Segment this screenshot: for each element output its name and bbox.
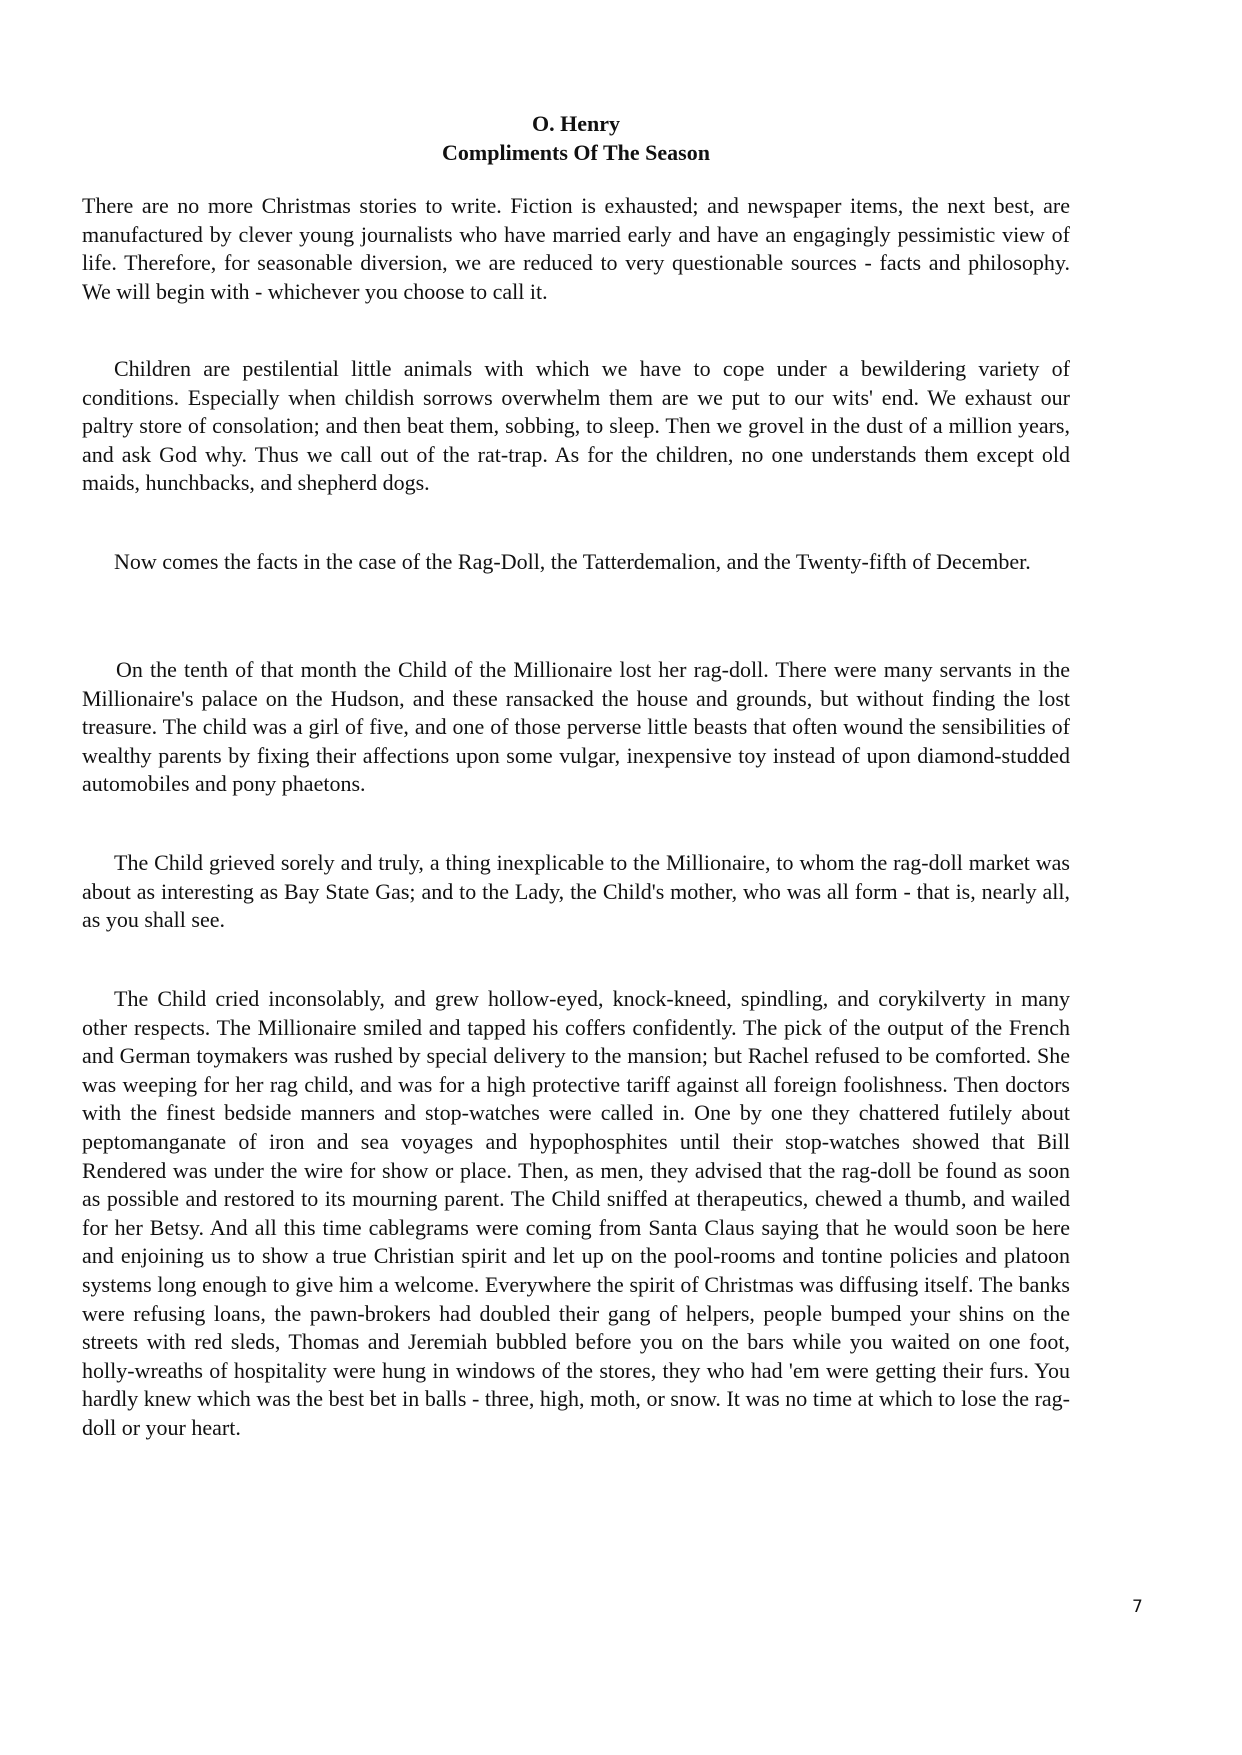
story-header [82,109,1070,167]
author-name: O. Henry [532,111,620,136]
paragraph-6: The Child cried inconsolably, and grew hollow-eyed, knock-kneed, spindling, and corykilverty in many other respects. The Millionaire smiled and tapped his coffers confidently. The pick of the output of the French and German toymakers was rushed by special delivery to the mansion; but Rachel refused to be comforted. She was weeping for her rag child, and was for a high protective tariff against all foreign foolishness. Then doctors with the finest bedside manners and stop-watches were called in. One by one they chattered futilely about peptomanganate of iron and sea voyages and hypophosphites until their stop-watches showed that Bill Rendered was under the wire for show or place. Then, as men, they advised that the rag-doll be found as soon as possible and restored to its mourning parent. The Child sniffed at therapeutics, chewed a thumb, and wailed for her Betsy. And all this time cablegrams were coming from Santa Claus saying that he would soon be here and enjoining us to show a true Christian spirit and let up on the pool-rooms and tontine policies and platoon systems long enough to give him a welcome. Everywhere the spirit of Christmas was diffusing itself. The banks were refusing loans, the pawn-brokers had doubled their gang of helpers, people bumped your shins on the streets with red sleds, Thomas and Jeremiah bubbled before you on the bars while you waited on one foot, holly-wreaths of hospitality were hung in windows of the stores, they who had 'em were getting their furs. You hardly knew which was the best bet in balls - three, high, moth, or snow. It was no time at which to lose the rag-doll or your heart. [82,986,1070,1440]
paragraph-2: Children are pestilential little animals with which we have to cope under a bewildering variety of conditions. Especially when childish sorrows overwhelm them are we put to our wits' end. We exhaust our paltry store of consolation; and then beat them, sobbing, to sleep. Then we grovel in the dust of a million years, and ask God why. Thus we call out of the rat-trap. As for the children, no one understands them except old maids, hunchbacks, and shepherd dogs. [82,356,1070,496]
page-number: 7 [1132,1597,1143,1617]
paragraph-4: On the tenth of that month the Child of the Millionaire lost her rag-doll. There were many servants in the Millionaire's palace on the Hudson, and these ransacked the house and grounds, but without finding the lost treasure. The child was a girl of five, and one of those perverse little beasts that often wound the sensibilities of wealthy parents by fixing their affections upon some vulgar, inexpensive toy instead of upon diamond-studded automobiles and pony phaetons. [82,657,1070,797]
paragraph-5: The Child grieved sorely and truly, a thing inexplicable to the Millionaire, to whom the rag-doll market was about as interesting as Bay State Gas; and to the Lady, the Child's mother, who was all form - that is, nearly all, as you shall see. [82,850,1070,933]
paragraph-1: There are no more Christmas stories to write. Fiction is exhausted; and newspaper items, the next best, are manufactured by clever young journalists who have married early and have an engagingly pessimistic view of life. Therefore, for seasonable diversion, we are reduced to very questionable sources - facts and philosophy. We will begin with - whichever you choose to call it. [82,193,1070,304]
paragraph-3: Now comes the facts in the case of the Rag-Doll, the Tatterdemalion, and the Twenty-fifth of December. [114,549,1031,574]
story-title: Compliments Of The Season [442,140,710,165]
